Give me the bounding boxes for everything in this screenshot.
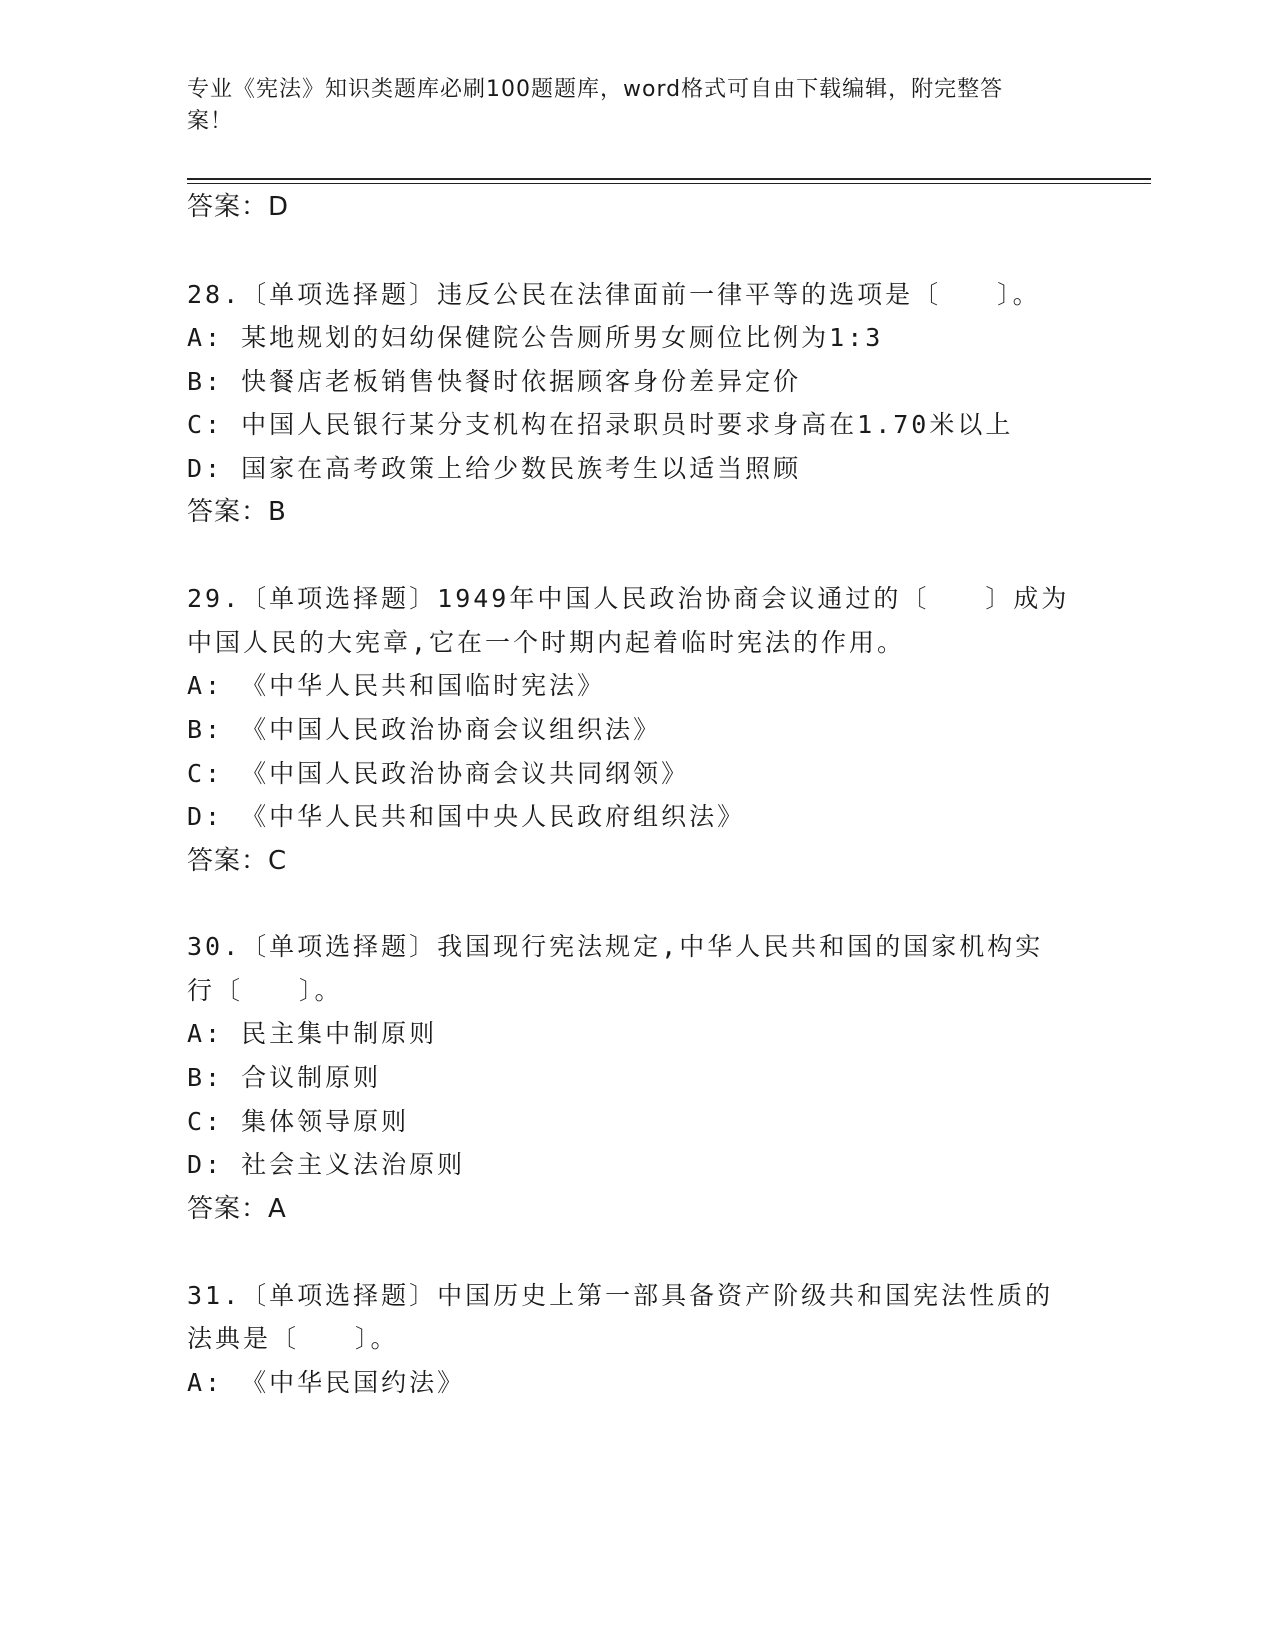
- question-28-stem: 28.〔单项选择题〕违反公民在法律面前一律平等的选项是〔 〕。: [187, 280, 1041, 309]
- question-28-option-c: C: 中国人民银行某分支机构在招录职员时要求身高在1.70米以上: [187, 410, 1014, 439]
- page-header: [187, 74, 1067, 138]
- question-30-option-b: B: 合议制原则: [187, 1063, 382, 1092]
- question-30-stem-line-1: 30.〔单项选择题〕我国现行宪法规定,中华人民共和国的国家机构实: [187, 932, 1044, 961]
- question-29-option-d: D: 《中华人民共和国中央人民政府组织法》: [187, 802, 746, 831]
- question-31-stem-line-2: 法典是〔 〕。: [187, 1324, 399, 1353]
- question-30-option-c: C: 集体领导原则: [187, 1107, 410, 1136]
- question-29-stem-line-1: 29.〔单项选择题〕1949年中国人民政治协商会议通过的〔 〕成为: [187, 584, 1070, 613]
- question-30-option-a: A: 民主集中制原则: [187, 1019, 438, 1048]
- header-rule-thin: [187, 183, 1151, 184]
- question-29-option-b: B: 《中国人民政治协商会议组织法》: [187, 715, 662, 744]
- question-30-stem-line-2: 行〔 〕。: [187, 976, 343, 1005]
- question-30-option-d: D: 社会主义法治原则: [187, 1150, 466, 1179]
- question-30-answer: 答案：A: [187, 1194, 287, 1224]
- question-31-stem-line-1: 31.〔单项选择题〕中国历史上第一部具备资产阶级共和国宪法性质的: [187, 1281, 1054, 1310]
- header-line-1: 专业《宪法》知识类题库必刷100题题库，word格式可自由下载编辑，附完整答: [187, 77, 1004, 102]
- question-29-option-c: C: 《中国人民政治协商会议共同纲领》: [187, 759, 690, 788]
- question-28-option-d: D: 国家在高考政策上给少数民族考生以适当照顾: [187, 454, 802, 483]
- question-29-answer: 答案：C: [187, 846, 288, 876]
- header-line-2: 案！: [187, 109, 234, 134]
- answer-prev: 答案：D: [187, 192, 290, 222]
- question-29-stem-line-2: 中国人民的大宪章,它在一个时期内起着临时宪法的作用。: [187, 628, 906, 657]
- header-rule-thick: [187, 178, 1151, 180]
- question-28-option-a: A: 某地规划的妇幼保健院公告厕所男女厕位比例为1:3: [187, 323, 884, 352]
- question-31-option-a: A: 《中华民国约法》: [187, 1368, 466, 1397]
- question-28-option-b: B: 快餐店老板销售快餐时依据顾客身份差异定价: [187, 367, 802, 396]
- question-28-answer: 答案：B: [187, 497, 287, 527]
- question-29-option-a: A: 《中华人民共和国临时宪法》: [187, 671, 606, 700]
